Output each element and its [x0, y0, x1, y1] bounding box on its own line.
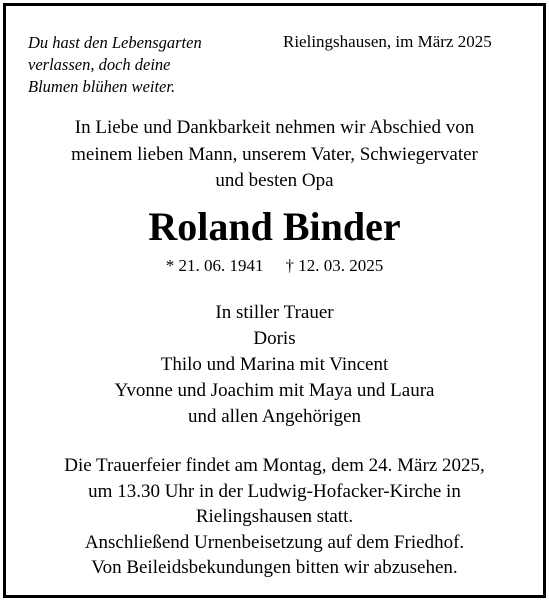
birth-date: * 21. 06. 1941 — [165, 256, 264, 275]
funeral-line: Von Beileidsbekundungen bitten wir abzusehen. — [91, 557, 458, 578]
mourners-line: In stiller Trauer — [215, 302, 334, 323]
funeral-line: um 13.30 Uhr in der Ludwig-Hofacker-Kirche in — [88, 480, 461, 502]
funeral-line: Die Trauerfeier findet am Montag, dem 24. März 2025, — [64, 455, 485, 476]
mourners-list — [0, 300, 549, 430]
motto-line: Blumen blühen weiter. — [28, 77, 176, 96]
life-dates — [0, 255, 549, 277]
intro-line: In Liebe und Dankbarkeit nehmen wir Abschied von — [74, 117, 475, 138]
deceased-name: Roland Binder — [148, 204, 401, 249]
motto-quote — [28, 32, 202, 98]
place-date: Rielingshausen, im März 2025 — [283, 32, 492, 51]
mourners-line: Thilo und Marina mit Vincent — [160, 354, 389, 375]
death-date: † 12. 03. 2025 — [285, 256, 384, 275]
mourners-line: Doris — [253, 328, 296, 349]
funeral-line: Anschließend Urnenbeisetzung auf dem Friedhof. — [84, 531, 465, 553]
mourners-line: Yvonne und Joachim mit Maya und Laura — [114, 380, 435, 401]
intro-text — [0, 115, 549, 195]
motto-line: Du hast den Lebensgarten — [28, 33, 202, 52]
motto-line: verlassen, doch deine — [28, 55, 171, 74]
funeral-line: Rielingshausen statt. — [195, 506, 354, 527]
intro-line: und besten Opa — [215, 170, 334, 191]
mourners-line: und allen Angehörigen — [187, 406, 362, 427]
intro-line: meinem lieben Mann, unserem Vater, Schwiegervater — [71, 143, 478, 165]
funeral-notice — [0, 453, 549, 581]
